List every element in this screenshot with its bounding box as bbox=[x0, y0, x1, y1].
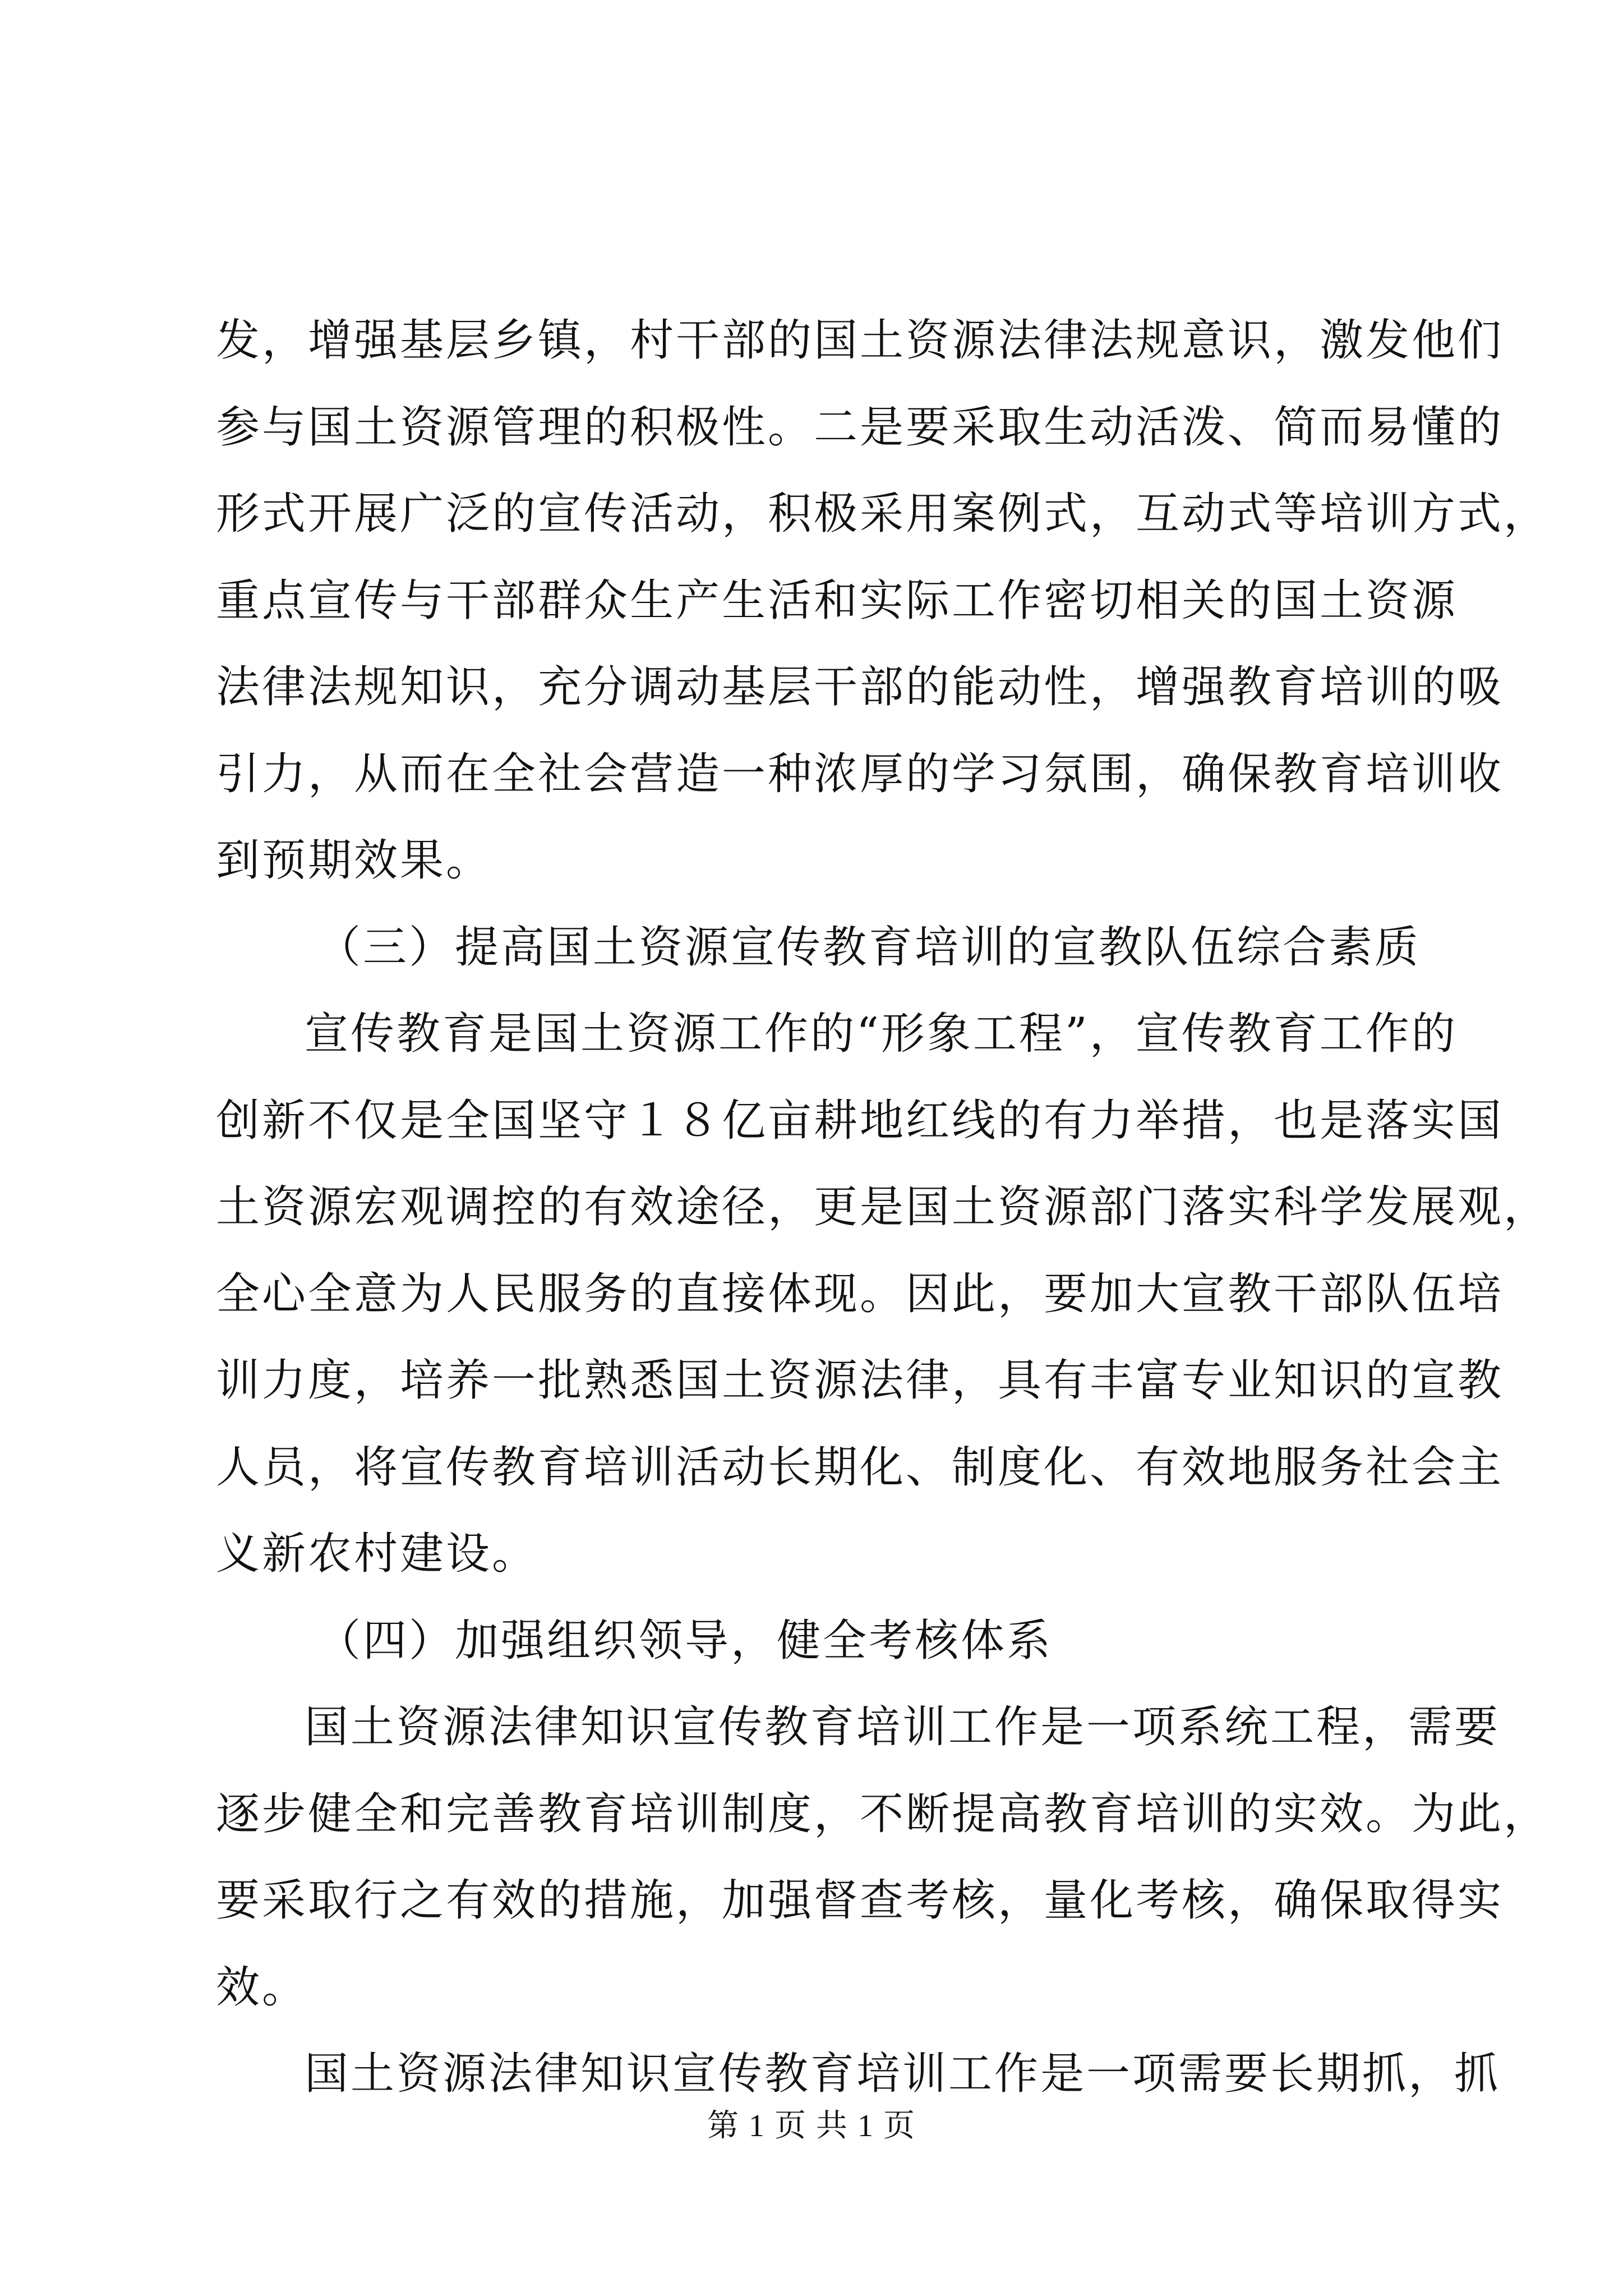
paragraph-line-6: 引力，从而在全社会营造一种浓厚的学习氛围，确保教育培训收 bbox=[216, 748, 1504, 799]
paragraph-line-5: 法律法规知识，充分调动基层干部的能动性，增强教育培训的吸 bbox=[216, 662, 1504, 712]
paragraph-line-14: 人员，将宣传教育培训活动长期化、制度化、有效地服务社会主 bbox=[216, 1442, 1504, 1493]
section-heading-4: （四）加强组织领导，健全考核体系 bbox=[317, 1615, 1053, 1666]
paragraph-line-2: 参与国土资源管理的积极性。二是要采取生动活泼、简而易懂的 bbox=[216, 402, 1504, 453]
paragraph-line-10: 创新不仅是全国坚守１８亿亩耕地红线的有力举措，也是落实国 bbox=[216, 1095, 1504, 1146]
document-body bbox=[216, 297, 1550, 2118]
paragraph-line-3: 形式开展广泛的宣传活动，积极采用案例式，互动式等培训方式， bbox=[216, 489, 1550, 539]
paragraph-line-20: 效。 bbox=[216, 1962, 308, 2013]
paragraph-line-1: 发，增强基层乡镇，村干部的国土资源法律法规意识，激发他们 bbox=[216, 315, 1504, 366]
paragraph-line-4: 重点宣传与干部群众生产生活和实际工作密切相关的国土资源 bbox=[216, 575, 1458, 626]
paragraph-line-12: 全心全意为人民服务的直接体现。因此，要加大宣教干部队伍培 bbox=[216, 1268, 1504, 1319]
paragraph-line-19: 要采取行之有效的措施，加强督查考核，量化考核，确保取得实 bbox=[216, 1875, 1504, 1926]
paragraph-line-7: 到预期效果。 bbox=[216, 835, 492, 886]
paragraph-line-15: 义新农村建设。 bbox=[216, 1529, 538, 1579]
page-footer: 第 1 页 共 1 页 bbox=[707, 2109, 916, 2143]
paragraph-line-21: 国土资源法律知识宣传教育培训工作是一项需要长期抓，抓 bbox=[305, 2049, 1501, 2099]
paragraph-line-17: 国土资源法律知识宣传教育培训工作是一项系统工程，需要 bbox=[305, 1702, 1501, 1752]
paragraph-line-9: 宣传教育是国土资源工作的“形象工程”，宣传教育工作的 bbox=[305, 1009, 1458, 1059]
section-heading-3: （三）提高国土资源宣传教育培训的宣教队伍综合素质 bbox=[317, 922, 1421, 973]
paragraph-line-13: 训力度，培养一批熟悉国土资源法律，具有丰富专业知识的宣教 bbox=[216, 1355, 1504, 1406]
paragraph-line-18: 逐步健全和完善教育培训制度，不断提高教育培训的实效。为此， bbox=[216, 1788, 1550, 1839]
paragraph-line-11: 土资源宏观调控的有效途径，更是国土资源部门落实科学发展观， bbox=[216, 1182, 1550, 1232]
